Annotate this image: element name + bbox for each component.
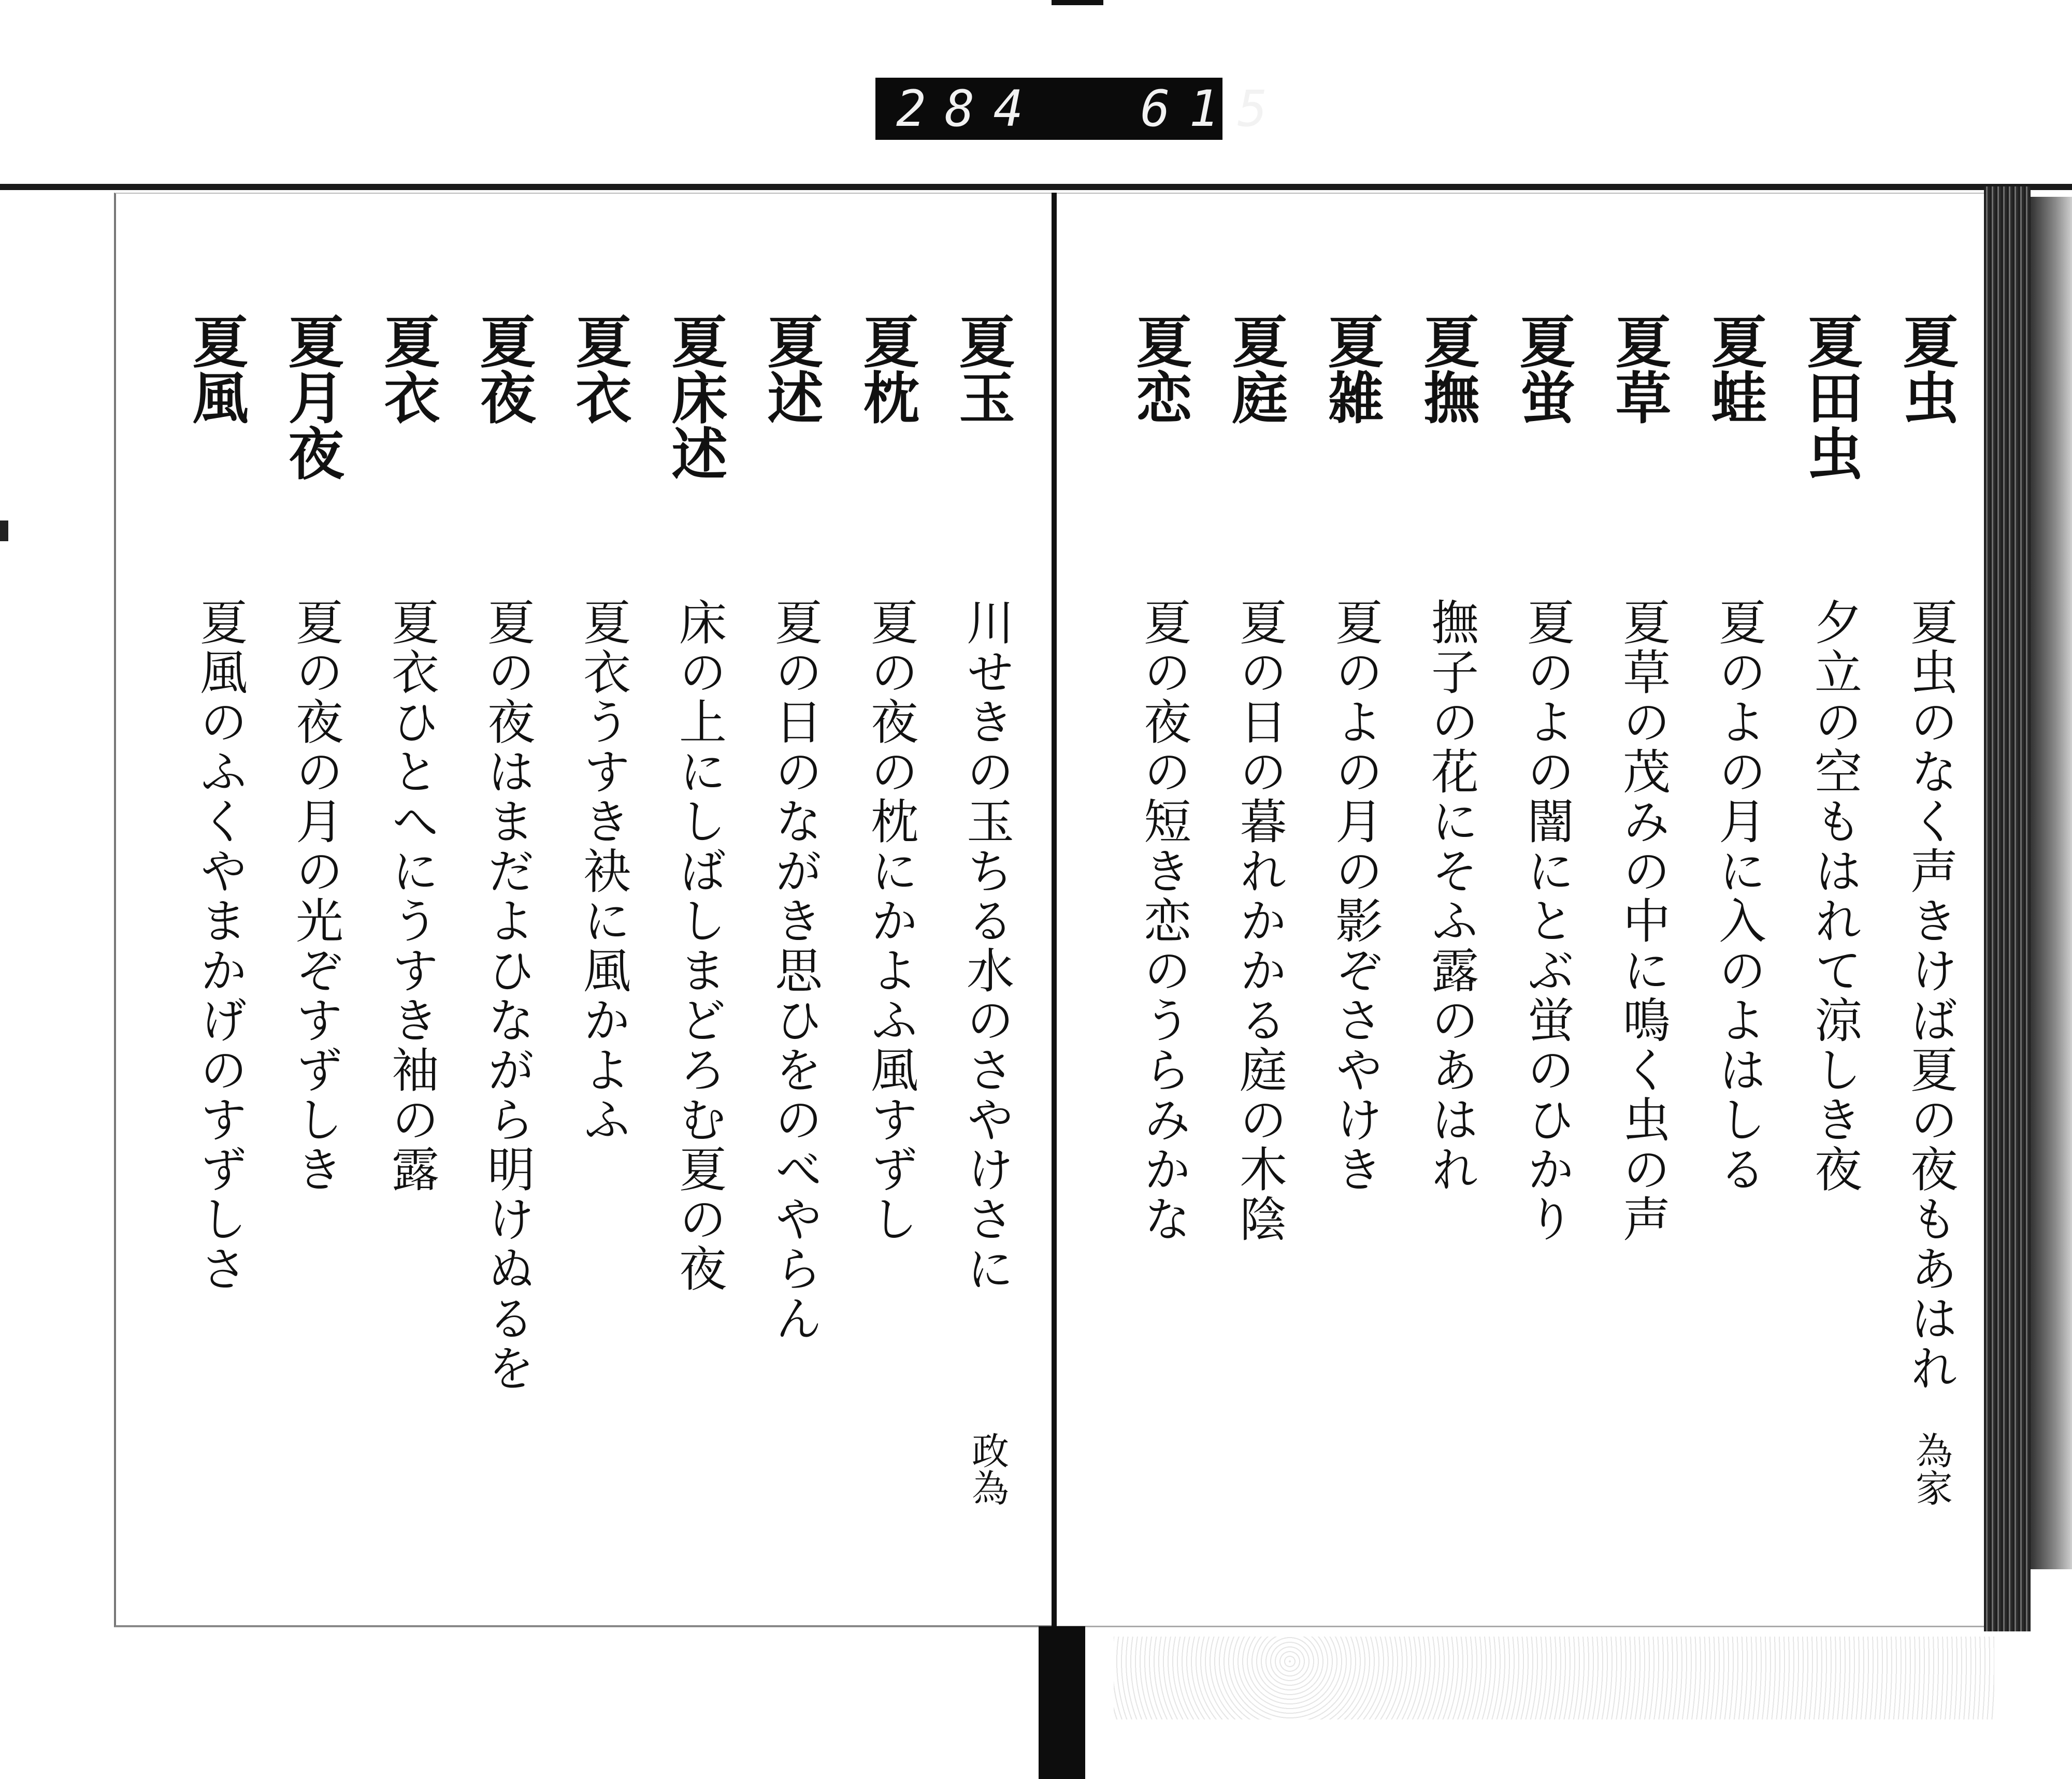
- poem-poem: 夏衣ひとへにうすき袖の露: [384, 598, 439, 1194]
- poem-entry: [1407, 313, 1479, 1608]
- poem-title: 夏庭: [1222, 313, 1288, 425]
- poem-title: 夏衣: [566, 313, 631, 425]
- poem-poem: 夏の日のながき思ひをのべやらん: [767, 598, 823, 1343]
- poem-entry: [1503, 313, 1575, 1608]
- poem-title: 夏撫: [1414, 313, 1479, 425]
- poem-title: 夏月夜: [279, 313, 344, 481]
- poem-poem: 夏の日の暮れかかる庭の木陰: [1232, 598, 1287, 1244]
- poem-title: 夏蛍: [1510, 313, 1575, 425]
- poem-poet: 為家: [1909, 1431, 1953, 1506]
- poem-title: 夏虫: [1893, 313, 1959, 425]
- poem-entry: [559, 313, 631, 1608]
- poem-title: 夏草: [1606, 313, 1671, 425]
- poem-entry: [943, 313, 1015, 1608]
- poem-poem: 撫子の花にそふ露のあはれ: [1423, 598, 1479, 1194]
- poem-entry: [1695, 313, 1767, 1608]
- poem-entry: [751, 313, 823, 1608]
- counter-right: 615: [1140, 80, 1286, 138]
- poem-poem: 夏の夜の枕にかよふ風すずし: [863, 598, 918, 1244]
- poem-title: 夏夜: [470, 313, 536, 425]
- right-entries: [1054, 194, 1985, 1626]
- poem-entry: [847, 313, 919, 1608]
- poem-entry: [272, 313, 344, 1608]
- poem-title: 夏蛙: [1702, 313, 1767, 425]
- scan-speckle: [1114, 1637, 1994, 1719]
- poem-poem: 夏の夜の月の光ぞすずしき: [288, 598, 343, 1194]
- poem-poem: 夏のよの闇にとぶ蛍のひかり: [1519, 598, 1575, 1244]
- poem-poem: 夏草の茂みの中に鳴く虫の声: [1615, 598, 1671, 1244]
- poem-poem: 夕立の空もはれて涼しき夜: [1807, 598, 1862, 1194]
- fore-edge-shadow: [2031, 197, 2072, 1569]
- poem-entry: [1791, 313, 1863, 1608]
- poem-poem: 夏のよの月に入のよはしる: [1711, 598, 1766, 1194]
- poem-poem: 夏の夜はまだよひながら明けぬるを: [480, 598, 535, 1393]
- left-entries: [116, 194, 1052, 1625]
- poem-poem: 川せきの玉ちる水のさやけさに: [959, 598, 1014, 1294]
- poem-entry: [655, 313, 727, 1608]
- counter-left: 284: [896, 80, 1042, 138]
- poem-poem: 夏虫のなく声きけば夏の夜もあはれ: [1903, 598, 1958, 1393]
- poem-entry: [176, 313, 248, 1608]
- poem-title: 夏玉: [949, 313, 1015, 425]
- frame-rule: [0, 184, 2072, 190]
- poem-title: 夏衣: [375, 313, 440, 425]
- poem-title: 夏述: [758, 313, 823, 425]
- poem-poem: 床の上にしばしまどろむ夏の夜: [671, 598, 727, 1294]
- poem-entry: [368, 313, 440, 1608]
- spine-block: [1039, 1626, 1085, 1779]
- edge-mark: [0, 520, 8, 541]
- poem-poem: 夏衣うすき袂に風かよふ: [575, 598, 631, 1145]
- top-tab: [1052, 0, 1103, 5]
- poem-entry: [1887, 313, 1959, 1608]
- poem-entry: [1120, 313, 1192, 1608]
- poem-entry: [1312, 313, 1384, 1608]
- poem-title: 夏枕: [854, 313, 919, 425]
- poem-entry: [1216, 313, 1288, 1608]
- frame-counter: [875, 78, 1286, 140]
- right-page: [1054, 193, 1987, 1627]
- poem-poet: 政為: [966, 1431, 1009, 1506]
- left-page: [114, 193, 1052, 1627]
- poem-title: 夏雑: [1318, 313, 1384, 425]
- poem-entry: [1599, 313, 1671, 1608]
- poem-poem: 夏風のふくやまかげのすずしさ: [192, 598, 248, 1294]
- poem-title: 夏床述: [662, 313, 727, 481]
- poem-poem: 夏のよの月の影ぞさやけき: [1328, 598, 1383, 1194]
- book-gutter: [1052, 193, 1057, 1632]
- fore-edge: [1984, 186, 2031, 1631]
- poem-entry: [464, 313, 536, 1608]
- poem-title: 夏恋: [1127, 313, 1192, 425]
- poem-title: 夏田虫: [1797, 313, 1863, 481]
- poem-title: 夏風: [183, 313, 248, 425]
- poem-poem: 夏の夜の短き恋のうらみかな: [1136, 598, 1191, 1244]
